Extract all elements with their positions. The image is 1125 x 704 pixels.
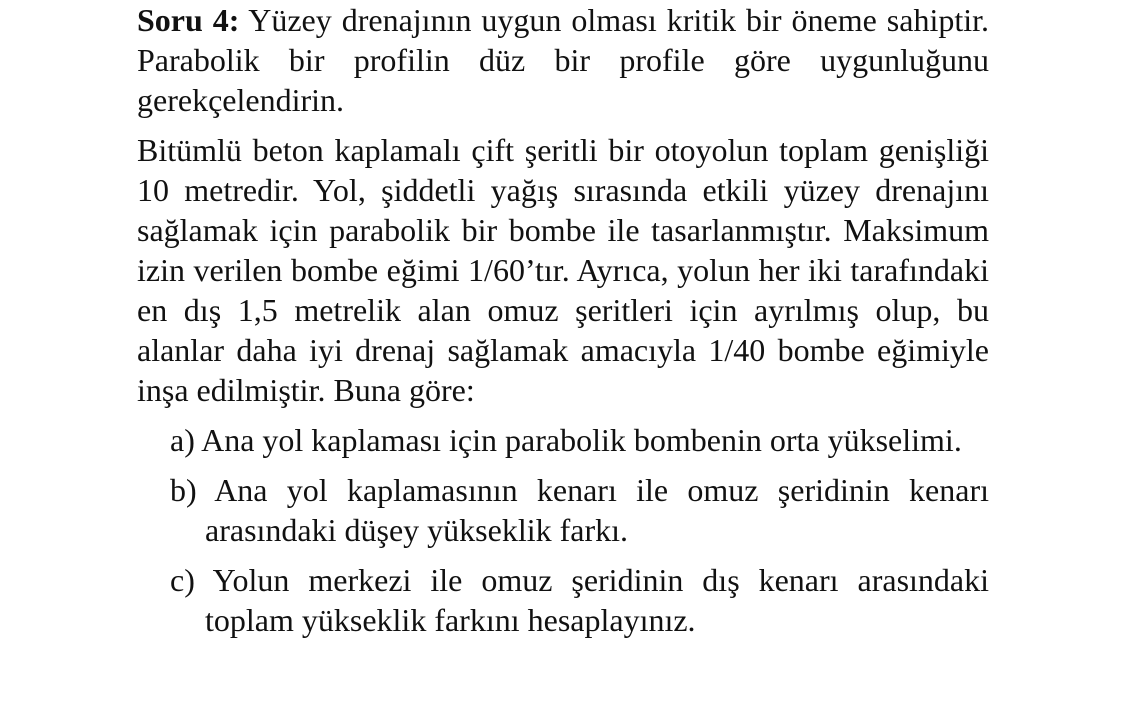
- question-paragraph: [137, 0, 989, 120]
- sub-question-text: Ana yol kaplaması için parabolik bombenin orta yükselimi.: [201, 422, 962, 458]
- question-label: Soru 4:: [137, 2, 240, 38]
- sub-question-label: b): [170, 472, 197, 508]
- sub-question-label: c): [170, 562, 195, 598]
- sub-question-text: Ana yol kaplamasının kenarı ile omuz şeridinin kenarı arasındaki düşey yükseklik farkı.: [205, 472, 990, 548]
- sub-question-b: [137, 470, 989, 550]
- question-text: Yüzey drenajının uygun olması kritik bir öneme sahiptir. Parabolik bir profilin düz bir profile göre uygunluğunu gerekçelendirin.: [137, 2, 990, 118]
- sub-question-label: a): [170, 422, 195, 458]
- sub-question-list: [137, 420, 989, 640]
- sub-question-a: [137, 420, 989, 460]
- document-page: [137, 0, 989, 640]
- sub-question-c: [137, 560, 989, 640]
- problem-statement: Bitümlü beton kaplamalı çift şeritli bir otoyolun toplam genişliği 10 metredir. Yol, şiddetli yağış sırasında etkili yüzey drenajını sağlamak için parabolik bir bombe ile tasarlanmıştır. Maksimum izin verilen bombe eğimi 1/60’tır. Ayrıca, yolun her iki tarafındaki en dış 1,5 metrelik alan omuz şeritleri için ayrılmış olup, bu alanlar daha iyi drenaj sağlamak amacıyla 1/40 bombe eğimiyle inşa edilmiştir. Buna göre:: [137, 132, 989, 408]
- sub-question-text: Yolun merkezi ile omuz şeridinin dış kenarı arasındaki toplam yükseklik farkını hesaplayınız.: [205, 562, 989, 638]
